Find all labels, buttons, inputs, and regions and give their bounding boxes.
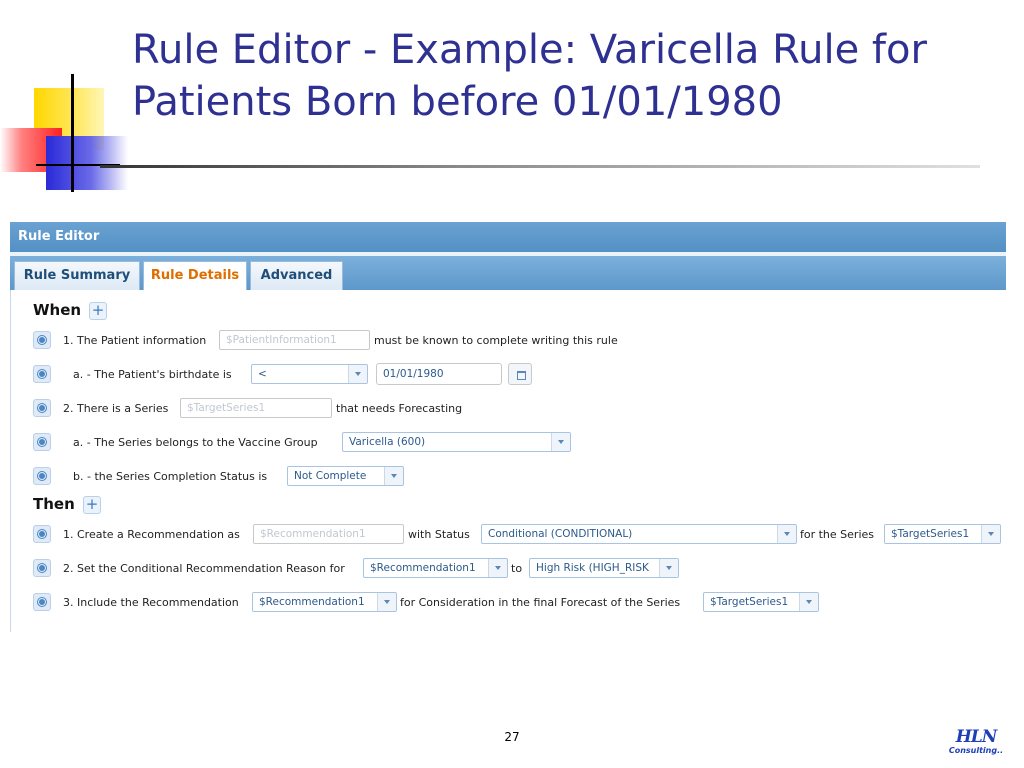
then-row-2-middle: to xyxy=(511,562,523,575)
add-when-condition-button[interactable]: + xyxy=(89,302,107,320)
include-recommendation-select[interactable] xyxy=(252,592,397,612)
calendar-icon[interactable] xyxy=(508,363,532,385)
then-row-3-prefix: 3. Include the Recommendation xyxy=(63,596,239,609)
then-heading: Then xyxy=(33,495,75,513)
reason-recommendation-select[interactable] xyxy=(363,558,508,578)
tab-rule-details[interactable]: Rule Details xyxy=(143,261,247,291)
when-heading: When xyxy=(33,301,82,319)
then-row-1-middle: with Status xyxy=(408,528,470,541)
chevron-down-icon[interactable] xyxy=(488,559,507,577)
then-row-1-gear-icon[interactable] xyxy=(33,525,51,543)
then-row-3-series-select[interactable] xyxy=(703,592,819,612)
decor-vertical-line xyxy=(71,74,74,192)
when-row-1-gear-icon[interactable] xyxy=(33,331,51,349)
chevron-down-icon[interactable] xyxy=(384,467,403,485)
then-row-3-middle: for Consideration in the final Forecast of the Series xyxy=(400,596,681,609)
slide-title: Rule Editor - Example: Varicella Rule for Patients Born before 01/01/1980 xyxy=(132,27,927,125)
vaccine-group-value: Varicella (600) xyxy=(349,436,426,448)
chevron-down-icon[interactable] xyxy=(659,559,678,577)
vaccine-group-select[interactable] xyxy=(342,432,571,452)
when-row-3-suffix: that needs Forecasting xyxy=(336,402,463,415)
birthdate-operator-value: < xyxy=(258,368,267,380)
then-row-3-gear-icon[interactable] xyxy=(33,593,51,611)
recommendation-reason-value: High Risk (HIGH_RISK xyxy=(536,562,649,574)
patient-information-input[interactable]: $PatientInformation1 xyxy=(219,330,370,350)
then-row-3-series-value: $TargetSeries1 xyxy=(710,596,789,608)
recommendation-input[interactable]: $Recommendation1 xyxy=(253,524,404,544)
when-row-1-suffix: must be known to complete writing this rule xyxy=(374,334,618,347)
when-row-4-gear-icon[interactable] xyxy=(33,433,51,451)
when-row-5-gear-icon[interactable] xyxy=(33,467,51,485)
logo-text: Consulting.. xyxy=(948,746,1004,755)
when-row-2-prefix: a. - The Patient's birthdate is xyxy=(73,368,232,381)
series-completion-status-select[interactable] xyxy=(287,466,404,486)
title-rule xyxy=(100,165,980,168)
rule-editor-panel xyxy=(10,222,1006,632)
then-row-2-prefix: 2. Set the Conditional Recommendation Reason for xyxy=(63,562,345,575)
birthdate-operator-select[interactable] xyxy=(251,364,368,384)
then-row-1-suffix: for the Series xyxy=(800,528,874,541)
tab-advanced[interactable]: Advanced xyxy=(250,261,343,290)
then-row-1-prefix: 1. Create a Recommendation as xyxy=(63,528,240,541)
recommendation-status-select[interactable] xyxy=(481,524,797,544)
when-row-1-prefix: 1. The Patient information xyxy=(63,334,207,347)
recommendation-reason-select[interactable] xyxy=(529,558,679,578)
rule-details-content xyxy=(10,290,1006,632)
include-recommendation-value: $Recommendation1 xyxy=(259,596,365,608)
panel-header: Rule Editor xyxy=(10,222,1006,252)
when-row-3-prefix: 2. There is a Series xyxy=(63,402,169,415)
when-row-3-gear-icon[interactable] xyxy=(33,399,51,417)
chevron-down-icon[interactable] xyxy=(799,593,818,611)
chevron-down-icon[interactable] xyxy=(377,593,396,611)
series-completion-status-value: Not Complete xyxy=(294,470,367,482)
chevron-down-icon[interactable] xyxy=(981,525,1000,543)
chevron-down-icon[interactable] xyxy=(348,365,367,383)
add-then-action-button[interactable]: + xyxy=(83,496,101,514)
recommendation-status-value: Conditional (CONDITIONAL) xyxy=(488,528,633,540)
chevron-down-icon[interactable] xyxy=(551,433,570,451)
slide-decoration xyxy=(0,0,140,200)
logo-mark: HLN xyxy=(955,727,997,747)
when-row-4-prefix: a. - The Series belongs to the Vaccine Group xyxy=(73,436,318,449)
then-row-2-gear-icon[interactable] xyxy=(33,559,51,577)
tab-strip xyxy=(10,256,1006,290)
then-row-1-series-select[interactable] xyxy=(884,524,1001,544)
page-number: 27 xyxy=(504,730,520,744)
when-row-2-gear-icon[interactable] xyxy=(33,365,51,383)
decor-blue-square xyxy=(46,136,128,190)
birthdate-date-input[interactable]: 01/01/1980 xyxy=(376,363,502,385)
reason-recommendation-value: $Recommendation1 xyxy=(370,562,476,574)
hln-consulting-logo xyxy=(946,728,1006,762)
tab-rule-summary[interactable]: Rule Summary xyxy=(14,261,140,290)
when-row-5-prefix: b. - the Series Completion Status is xyxy=(73,470,268,483)
target-series-input[interactable]: $TargetSeries1 xyxy=(180,398,332,418)
chevron-down-icon[interactable] xyxy=(777,525,796,543)
then-row-1-series-value: $TargetSeries1 xyxy=(891,528,970,540)
